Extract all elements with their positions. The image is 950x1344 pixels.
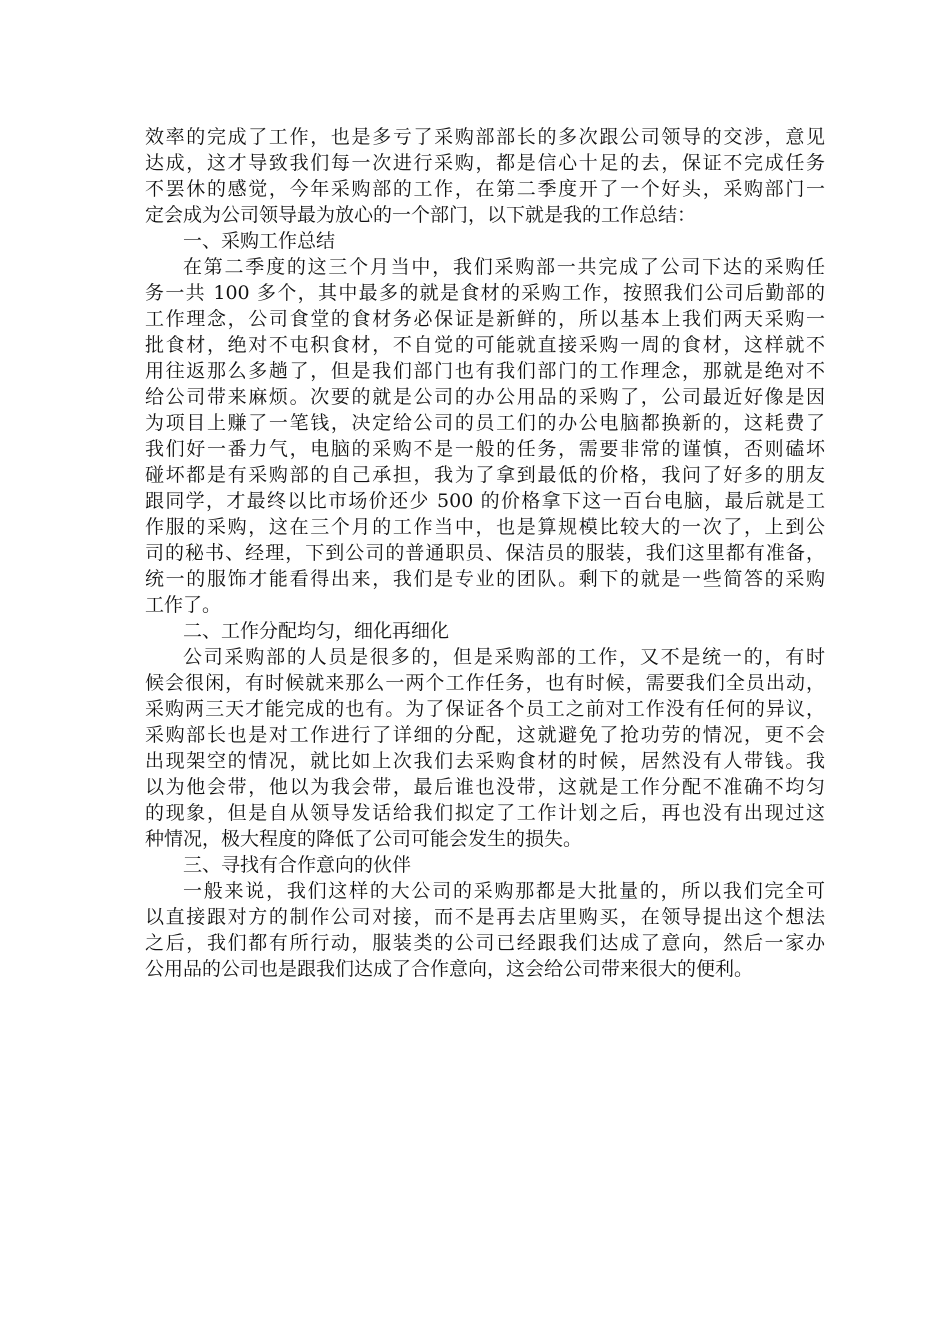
text-line: 公司采购部的人员是很多的，但是采购部的工作，又不是统一的，有时 <box>183 646 825 668</box>
text-line: 务一共 100 多个，其中最多的就是食材的采购工作，按照我们公司后勤部的 <box>145 282 825 304</box>
text-line: 司的秘书、经理，下到公司的普通职员、保洁员的服装，我们这里都有准备， <box>145 542 825 564</box>
text-line: 效率的完成了工作，也是多亏了采购部部长的多次跟公司领导的交涉，意见 <box>145 126 825 148</box>
text-line: 用往返那么多趟了，但是我们部门也有我们部门的工作理念，那就是绝对不 <box>145 360 825 382</box>
text-line: 不罢休的感觉，今年采购部的工作，在第二季度开了一个好头，采购部门一 <box>145 178 825 200</box>
text-line: 批食材，绝对不屯积食材，不自觉的可能就直接采购一周的食材，这样就不 <box>145 334 825 356</box>
text-line: 以为他会带，他以为我会带，最后谁也没带，这就是工作分配不准确不均匀 <box>145 776 825 798</box>
text-line: 公用品的公司也是跟我们达成了合作意向，这会给公司带来很大的便利。 <box>145 958 754 980</box>
text-line: 候会很闲，有时候就来那么一两个工作任务，也有时候，需要我们全员出动， <box>145 672 825 694</box>
text-line: 二、工作分配均匀，细化再细化 <box>183 620 450 642</box>
text-line: 之后，我们都有所行动，服装类的公司已经跟我们达成了意向，然后一家办 <box>145 932 825 954</box>
document-body <box>145 124 825 982</box>
text-line: 采购两三天才能完成的也有。为了保证各个员工之前对工作没有任何的异议， <box>145 698 825 720</box>
text-line: 一般来说，我们这样的大公司的采购那都是大批量的，所以我们完全可 <box>183 880 825 902</box>
text-line: 工作了。 <box>145 594 222 616</box>
text-line: 一、采购工作总结 <box>183 230 336 252</box>
text-line: 为项目上赚了一笔钱，决定给公司的员工们的办公电脑都换新的，这耗费了 <box>145 412 825 434</box>
text-line: 在第二季度的这三个月当中，我们采购部一共完成了公司下达的采购任 <box>183 256 825 278</box>
text-line: 统一的服饰才能看得出来，我们是专业的团队。剩下的就是一些简答的采购 <box>145 568 825 590</box>
text-line: 达成，这才导致我们每一次进行采购，都是信心十足的去，保证不完成任务 <box>145 152 825 174</box>
text-line: 采购部长也是对工作进行了详细的分配，这就避免了抢功劳的情况，更不会 <box>145 724 825 746</box>
text-line: 的现象，但是自从领导发话给我们拟定了工作计划之后，再也没有出现过这 <box>145 802 825 824</box>
text-line: 给公司带来麻烦。次要的就是公司的办公用品的采购了，公司最近好像是因 <box>145 386 825 408</box>
text-line: 作服的采购，这在三个月的工作当中，也是算规模比较大的一次了，上到公 <box>145 516 825 538</box>
text-line: 定会成为公司领导最为放心的一个部门，以下就是我的工作总结： <box>145 204 697 226</box>
text-line: 种情况，极大程度的降低了公司可能会发生的损失。 <box>145 828 583 850</box>
text-line: 以直接跟对方的制作公司对接，而不是再去店里购买，在领导提出这个想法 <box>145 906 825 928</box>
text-line: 我们好一番力气，电脑的采购不是一般的任务，需要非常的谨慎，否则磕坏 <box>145 438 825 460</box>
text-line: 工作理念，公司食堂的食材务必保证是新鲜的，所以基本上我们两天采购一 <box>145 308 825 330</box>
text-line: 三、寻找有合作意向的伙伴 <box>183 854 412 876</box>
text-line: 出现架空的情况，就比如上次我们去采购食材的时候，居然没有人带钱。我 <box>145 750 825 772</box>
text-line: 跟同学，才最终以比市场价还少 500 的价格拿下这一百台电脑，最后就是工 <box>145 490 825 512</box>
text-line: 碰坏都是有采购部的自己承担，我为了拿到最低的价格，我问了好多的朋友 <box>145 464 825 486</box>
